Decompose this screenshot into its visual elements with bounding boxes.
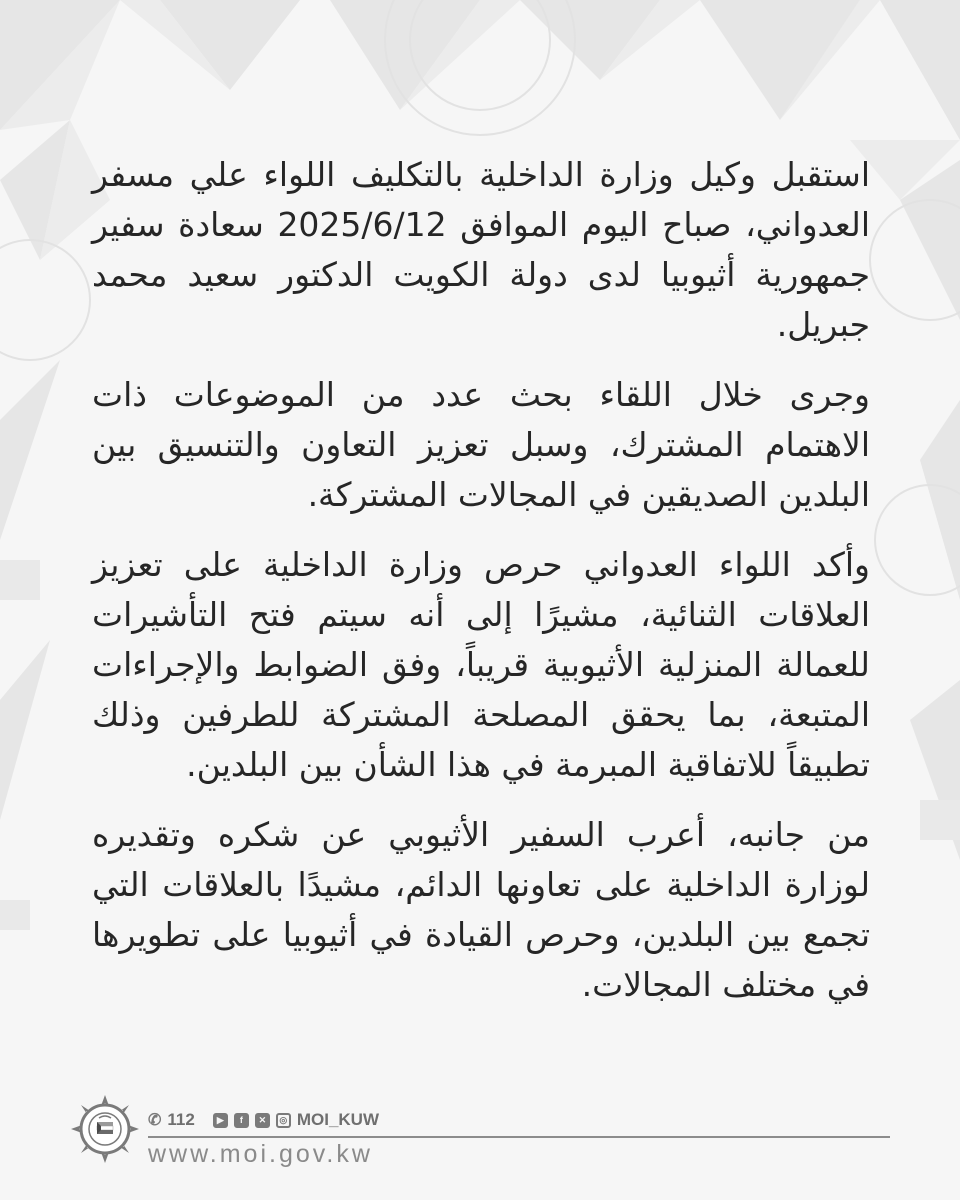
contact-row (148, 1108, 379, 1132)
kuwait-police-emblem (70, 1094, 140, 1164)
facebook-icon[interactable]: f (234, 1113, 249, 1128)
x-icon[interactable]: ✕ (255, 1113, 270, 1128)
instagram-icon[interactable]: ◎ (276, 1113, 291, 1128)
footer (70, 1090, 890, 1180)
article-body (92, 150, 870, 1030)
social-handle[interactable]: MOI_KUW (296, 1110, 380, 1129)
paragraph-3: وأكد اللواء العدواني حرص وزارة الداخلية على تعزيز العلاقات الثنائية، مشيرًا إلى أنه سيتم فتح التأشيرات للعمالة المنزلية الأثيوبية قريباً، وفق الضوابط والإجراءات المتبعة، بما يحقق المصلحة المشتركة للطرفين وذلك تطبيقاً للاتفاقية المبرمة في هذا الشأن بين البلدين. (92, 545, 870, 784)
youtube-icon[interactable]: ▶ (213, 1113, 228, 1128)
footer-divider (148, 1136, 890, 1138)
phone-icon: ✆ (148, 1112, 162, 1129)
paragraph-1: استقبل وكيل وزارة الداخلية بالتكليف اللواء علي مسفر العدواني، صباح اليوم الموافق 2025/6/12 سعادة سفير جمهورية أثيوبيا لدى دولة الكويت الدكتور سعيد محمد جبريل. (92, 155, 870, 344)
phone-number: 112 (167, 1110, 195, 1129)
paragraph-4: من جانبه، أعرب السفير الأثيوبي عن شكره وتقديره لوزارة الداخلية على تعاونها الدائم، مشيدًا بالعلاقات التي تجمع بين البلدين، وحرص القيادة في أثيوبيا على تطويرها في مختلف المجالات. (92, 815, 870, 1004)
website-link[interactable]: www.moi.gov.kw (148, 1140, 373, 1168)
paragraph-2: وجرى خلال اللقاء بحث عدد من الموضوعات ذات الاهتمام المشترك، وسبل تعزيز التعاون والتنسيق بين البلدين الصديقين في المجالات المشتركة. (92, 375, 870, 514)
